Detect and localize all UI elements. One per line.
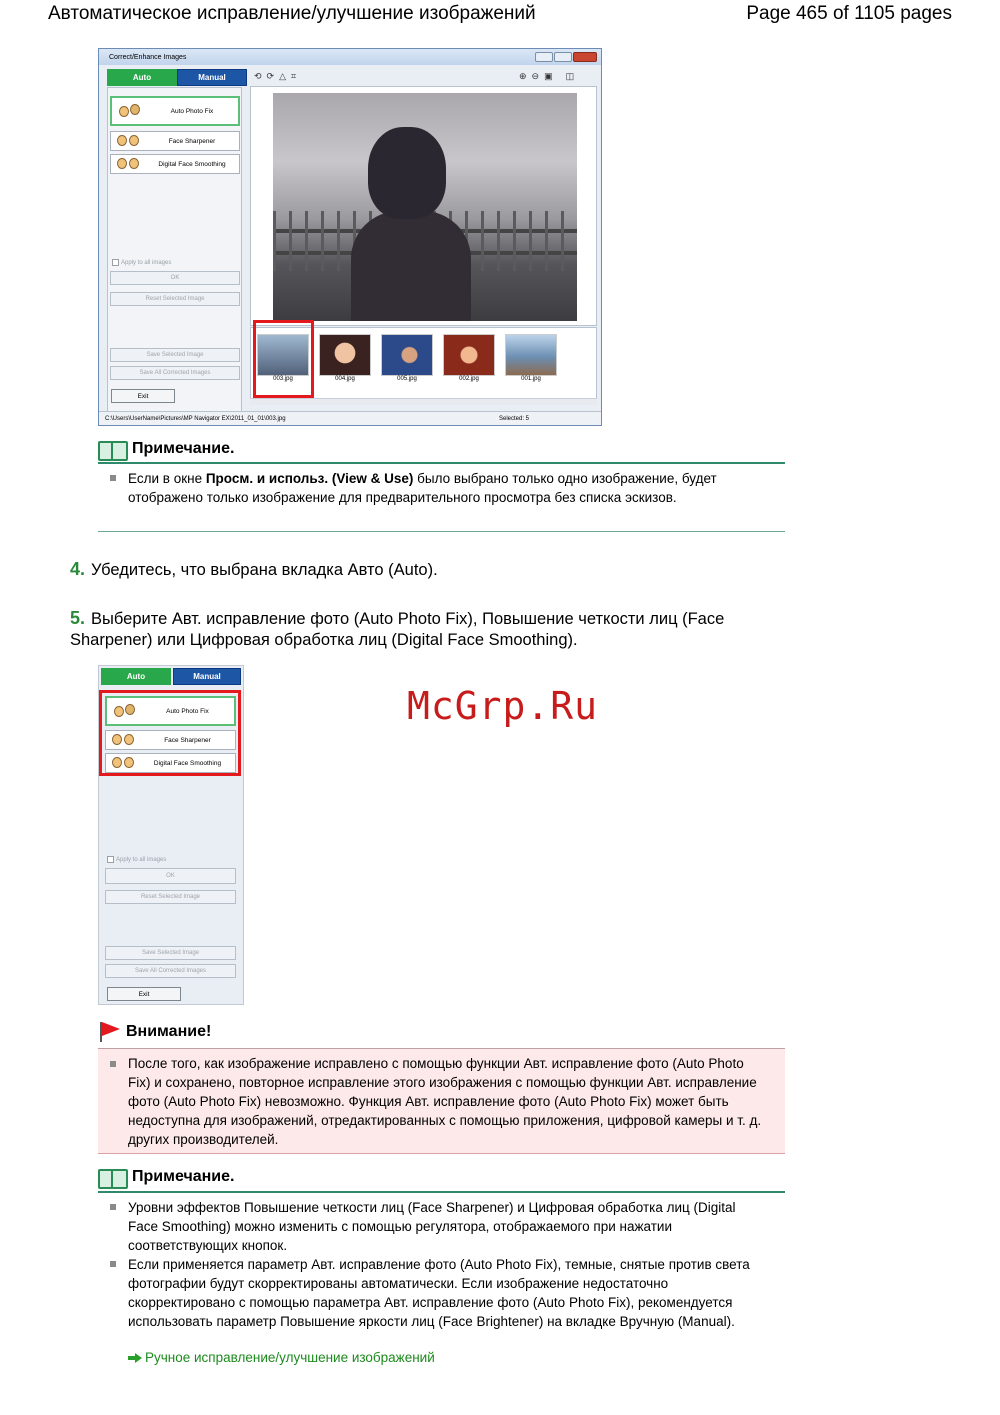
reset-selected-button[interactable]: Reset Selected Image [105, 890, 236, 904]
view-toolbar [519, 71, 574, 82]
correct-enhance-window [98, 48, 602, 426]
thumbnail-item[interactable] [379, 330, 435, 382]
full-screen-icon[interactable]: ▣ [544, 71, 553, 81]
face-sharpener-icon [115, 132, 145, 150]
preview-photo [273, 93, 577, 321]
window-title: Correct/Enhance Images [109, 53, 187, 61]
zoom-out-icon[interactable]: ⊖ [531, 71, 540, 81]
thumbnail-label: 002.jpg [459, 376, 479, 382]
page-counter: Page 465 of 1105 pages [746, 3, 952, 24]
face-sharpener-label: Face Sharpener [168, 137, 216, 145]
flip-icon[interactable]: △ [279, 71, 287, 81]
divider [98, 531, 785, 532]
apply-all-checkbox[interactable] [107, 856, 166, 863]
manual-correction-link[interactable] [128, 1350, 435, 1365]
watermark: McGrp.Ru [407, 684, 599, 728]
crop-icon[interactable]: ⌗ [291, 71, 297, 81]
face-sharpener-button[interactable] [110, 131, 240, 151]
divider [98, 462, 785, 464]
step-4: 4. Убедитесь, что выбрана вкладка Авто (Auto). [70, 559, 438, 579]
apply-all-checkbox[interactable] [112, 259, 171, 266]
note-heading [98, 1168, 234, 1186]
note-heading [98, 440, 234, 458]
rotate-right-icon[interactable]: ⟳ [266, 71, 275, 81]
note-heading-text: Примечание. [132, 440, 235, 457]
digital-face-smoothing-button[interactable] [110, 154, 240, 174]
compare-icon[interactable]: ◫ [565, 71, 575, 81]
selection-highlight [253, 320, 314, 398]
arrow-right-icon [128, 1353, 142, 1363]
note-text: Если в окне Просм. и использ. (View & Use) было выбрано только одно изображение, будет отображено только изображение для предварительного просмотра без списка эскизов. [128, 471, 717, 505]
save-all-button[interactable]: Save All Corrected Images [105, 964, 236, 978]
divider [98, 1191, 785, 1193]
book-icon [98, 440, 126, 458]
thumbnail-scrollbar[interactable] [250, 398, 597, 405]
view-use-label: Просм. и использ. (View & Use) [205, 471, 414, 486]
warning-box [98, 1048, 785, 1154]
selection-highlight [99, 690, 241, 776]
thumbnail-item[interactable] [503, 330, 559, 382]
thumbnail-label: 004.jpg [335, 376, 355, 382]
link-text[interactable]: Ручное исправление/улучшение изображений [145, 1350, 435, 1365]
tab-auto[interactable]: Auto [107, 69, 177, 86]
auto-photo-fix-button[interactable] [110, 96, 240, 126]
minimize-button[interactable] [535, 52, 553, 62]
tab-manual[interactable]: Manual [173, 668, 241, 685]
note-item: Если применяется параметр Авт. исправление фото (Auto Photo Fix), темные, снятые против света фотографии будут скорректированы автоматически. Если изображение недостаточно скорректировано с помощью параметра Авт. исправление фото (Auto Photo Fix), рекомендуется использовать параметр Повышение яркости лиц (Face Brightener) на вкладке Вручную (Manual). [128, 1257, 750, 1329]
thumbnail-label: 001.jpg [521, 376, 541, 382]
zoom-in-icon[interactable]: ⊕ [519, 71, 527, 81]
tab-auto[interactable]: Auto [101, 668, 171, 685]
bullet-icon [110, 1204, 116, 1210]
thumbnail-label: 003.jpg [273, 376, 293, 382]
tab-manual[interactable]: Manual [177, 69, 247, 86]
digital-face-smoothing-icon [115, 155, 145, 173]
save-selected-button[interactable]: Save Selected Image [110, 348, 240, 362]
preview-area [250, 86, 597, 326]
rotate-left-icon[interactable]: ⟲ [254, 71, 262, 81]
bullet-icon [110, 1261, 116, 1267]
auto-photo-fix-label: Auto Photo Fix [166, 707, 209, 715]
apply-all-label: Apply to all images [116, 856, 167, 863]
warning-heading-text: Внимание! [126, 1023, 212, 1040]
warning-heading [98, 1022, 211, 1042]
apply-all-label: Apply to all images [121, 259, 172, 266]
header-title: Автоматическое исправление/улучшение изображений [48, 3, 536, 24]
status-path: C:\Users\UserName\Pictures\MP Navigator EX\2011_01_01\003.jpg [105, 415, 286, 422]
flag-icon [98, 1022, 120, 1042]
exit-button[interactable]: Exit [111, 389, 175, 403]
ok-button[interactable]: OK [105, 868, 236, 884]
auto-photo-fix-label: Auto Photo Fix [170, 107, 214, 115]
save-all-button[interactable]: Save All Corrected Images [110, 366, 240, 380]
save-selected-button[interactable]: Save Selected Image [105, 946, 236, 960]
bullet-icon [110, 475, 116, 481]
edit-toolbar [254, 71, 296, 82]
bullet-icon [110, 1061, 116, 1067]
exit-button[interactable]: Exit [107, 987, 181, 1001]
window-titlebar [99, 49, 601, 65]
close-button[interactable] [573, 52, 597, 62]
auto-panel [107, 87, 242, 417]
book-icon [98, 1168, 126, 1186]
status-selected: Selected: 5 [499, 415, 530, 422]
status-bar [99, 411, 601, 425]
thumbnail-item[interactable] [441, 330, 497, 382]
reset-selected-button[interactable]: Reset Selected Image [110, 292, 240, 306]
digital-face-smoothing-label: Digital Face Smoothing [158, 160, 226, 168]
note-item: Уровни эффектов Повышение четкости лиц (Face Sharpener) и Цифровая обработка лиц (Digital Face Smoothing) можно изменить с помощью регулятора, отображаемого при нажатии соответствующих кнопок. [128, 1200, 736, 1253]
auto-photo-fix-icon [116, 102, 146, 120]
warning-text: После того, как изображение исправлено с помощью функции Авт. исправление фото (Auto Photo Fix) и сохранено, повторное исправление этого изображения с помощью функции Авт. исправление фото (Auto Photo Fix) невозможно. Функция Авт. исправление фото (Auto Photo Fix) может быть недоступна для изображений, отредактированных с помощью приложения, цифровой камеры и т. д. других производителей. [128, 1056, 762, 1147]
note-heading-text: Примечание. [132, 1168, 235, 1185]
step-5: 5. Выберите Авт. исправление фото (Auto Photo Fix), Повышение четкости лиц (Face Sharpener) или Цифровая обработка лиц (Digital Face Smoothing). [70, 608, 725, 649]
face-sharpener-label: Face Sharpener [164, 736, 211, 744]
thumbnail-label: 005.jpg [397, 376, 417, 382]
ok-button[interactable]: OK [110, 271, 240, 285]
maximize-button[interactable] [554, 52, 572, 62]
digital-face-smoothing-label: Digital Face Smoothing [153, 759, 222, 767]
thumbnail-item[interactable] [317, 330, 373, 382]
